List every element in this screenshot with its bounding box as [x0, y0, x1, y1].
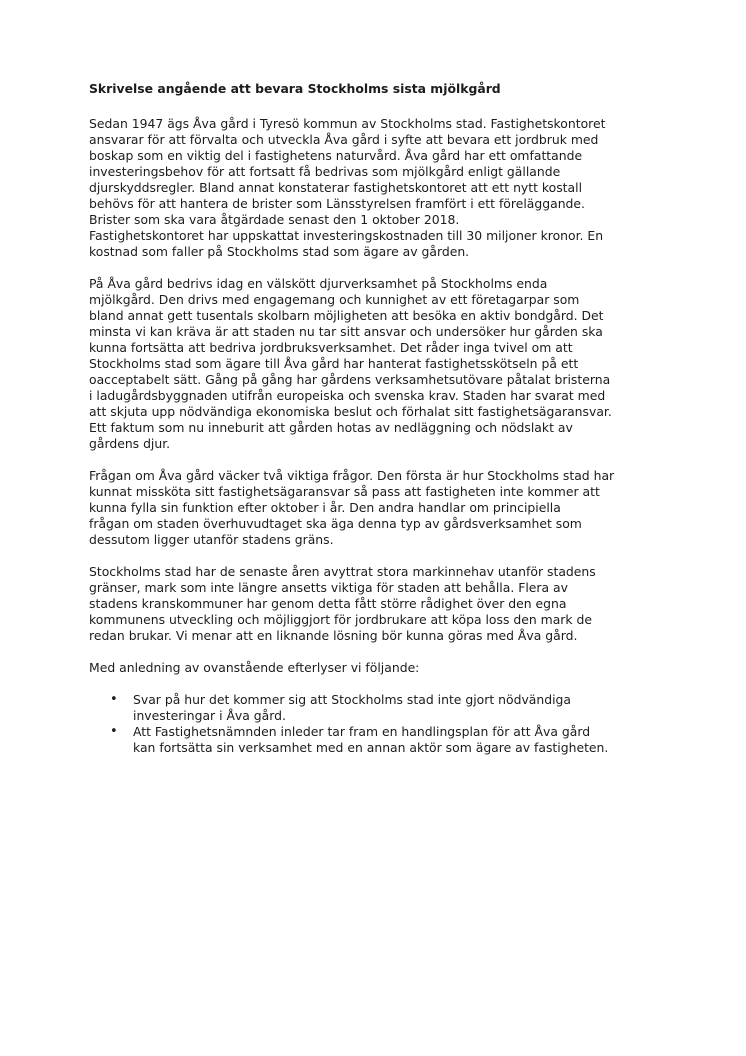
paragraph-current-situation — [89, 276, 669, 452]
paragraph-background — [89, 116, 669, 260]
bullet-line: Att Fastighetsnämnden inleder tar fram en handlingsplan för att Åva gård — [133, 724, 591, 739]
paragraph-line: gränser, mark som inte längre ansetts viktiga för staden att behålla. Flera av — [89, 580, 568, 595]
bullet-line: investeringar i Åva gård. — [133, 708, 286, 723]
paragraph-line: kunnat missköta sitt fastighetsägaransvar så pass att fastigheten inte kommer att — [89, 484, 600, 499]
paragraph-line: Fastighetskontoret har uppskattat investeringskostnaden till 30 miljoner kronor. En — [89, 228, 604, 243]
paragraph-line: ansvarar för att förvalta och utveckla Åva gård i syfte att bevara ett jordbruk med — [89, 132, 599, 147]
request-list-item — [89, 692, 669, 724]
paragraph-questions — [89, 468, 669, 548]
paragraph-line: minsta vi kan kräva är att staden nu tar sitt ansvar och undersöker hur gården ska — [89, 324, 603, 339]
paragraph-line: mjölkgård. Den drivs med engagemang och kunnighet av ett företagarpar som — [89, 292, 580, 307]
paragraph-line: frågan om staden överhuvudtaget ska äga denna typ av gårdsverksamhet som — [89, 516, 582, 531]
paragraph-line: bland annat gett tusentals skolbarn möjligheten att besöka en aktiv bondgård. Det — [89, 308, 604, 323]
paragraph-line: dessutom ligger utanför stadens gräns. — [89, 532, 334, 547]
paragraph-line: Stockholms stad som ägare till Åva gård har hanterat fastighetsskötseln på ett — [89, 356, 579, 371]
paragraph-line: oacceptabelt sätt. Gång på gång har gårdens verksamhetsutövare påtalat bristerna — [89, 372, 611, 387]
paragraph-line: Med anledning av ovanstående efterlyser vi följande: — [89, 660, 420, 675]
bullet-line: kan fortsätta sin verksamhet med en annan aktör som ägare av fastigheten. — [133, 740, 609, 755]
paragraph-line: i ladugårdsbyggnaden utifrån europeiska och svenska krav. Staden har svarat med — [89, 388, 606, 403]
request-list — [89, 692, 669, 756]
paragraph-line: djurskyddsregler. Bland annat konstaterar fastighetskontoret att ett nytt kostall — [89, 180, 583, 195]
paragraph-line: Sedan 1947 ägs Åva gård i Tyresö kommun av Stockholms stad. Fastighetskontoret — [89, 116, 606, 131]
paragraph-line: Ett faktum som nu inneburit att gården hotas av nedläggning och nödslakt av — [89, 420, 573, 435]
paragraph-line: kostnad som faller på Stockholms stad som ägare av gården. — [89, 244, 470, 259]
paragraph-line: Frågan om Åva gård väcker två viktiga frågor. Den första är hur Stockholms stad har — [89, 468, 615, 483]
paragraph-line: behövs för att hantera de brister som Länsstyrelsen framfört i ett föreläggande. — [89, 196, 585, 211]
bullet-marker: • — [110, 724, 118, 739]
paragraph-land-sales — [89, 564, 669, 644]
paragraph-request-intro — [89, 660, 669, 676]
paragraph-line: Brister som ska vara åtgärdade senast den 1 oktober 2018. — [89, 212, 460, 227]
document-title: Skrivelse angående att bevara Stockholms sista mjölkgård — [89, 81, 501, 96]
bullet-line: Svar på hur det kommer sig att Stockholms stad inte gjort nödvändiga — [133, 692, 571, 707]
paragraph-line: boskap som en viktig del i fastighetens naturvård. Åva gård har ett omfattande — [89, 148, 583, 163]
request-list-item — [89, 724, 669, 756]
paragraph-line: redan brukar. Vi menar att en liknande lösning bör kunna göras med Åva gård. — [89, 628, 578, 643]
bullet-marker: • — [110, 692, 118, 707]
paragraph-line: kunna fylla sin funktion efter oktober i år. Den andra handlar om principiella — [89, 500, 561, 515]
paragraph-line: kunna fortsätta att bedriva jordbruksverksamhet. Det råder inga tvivel om att — [89, 340, 573, 355]
paragraph-line: att skjuta upp nödvändiga ekonomiska beslut och förhalat sitt fastighetsägaransvar. — [89, 404, 612, 419]
paragraph-line: investeringsbehov för att fortsatt få bedrivas som mjölkgård enligt gällande — [89, 164, 561, 179]
paragraph-line: stadens kranskommuner har genom detta fått större rådighet över den egna — [89, 596, 567, 611]
paragraph-line: kommunens utveckling och möjliggjort för jordbrukare att köpa loss den mark de — [89, 612, 592, 627]
paragraph-line: Stockholms stad har de senaste åren avyttrat stora markinnehav utanför stadens — [89, 564, 596, 579]
document-page — [89, 80, 669, 756]
paragraph-line: På Åva gård bedrivs idag en välskött djurverksamhet på Stockholms enda — [89, 276, 548, 291]
paragraph-line: gårdens djur. — [89, 436, 171, 451]
